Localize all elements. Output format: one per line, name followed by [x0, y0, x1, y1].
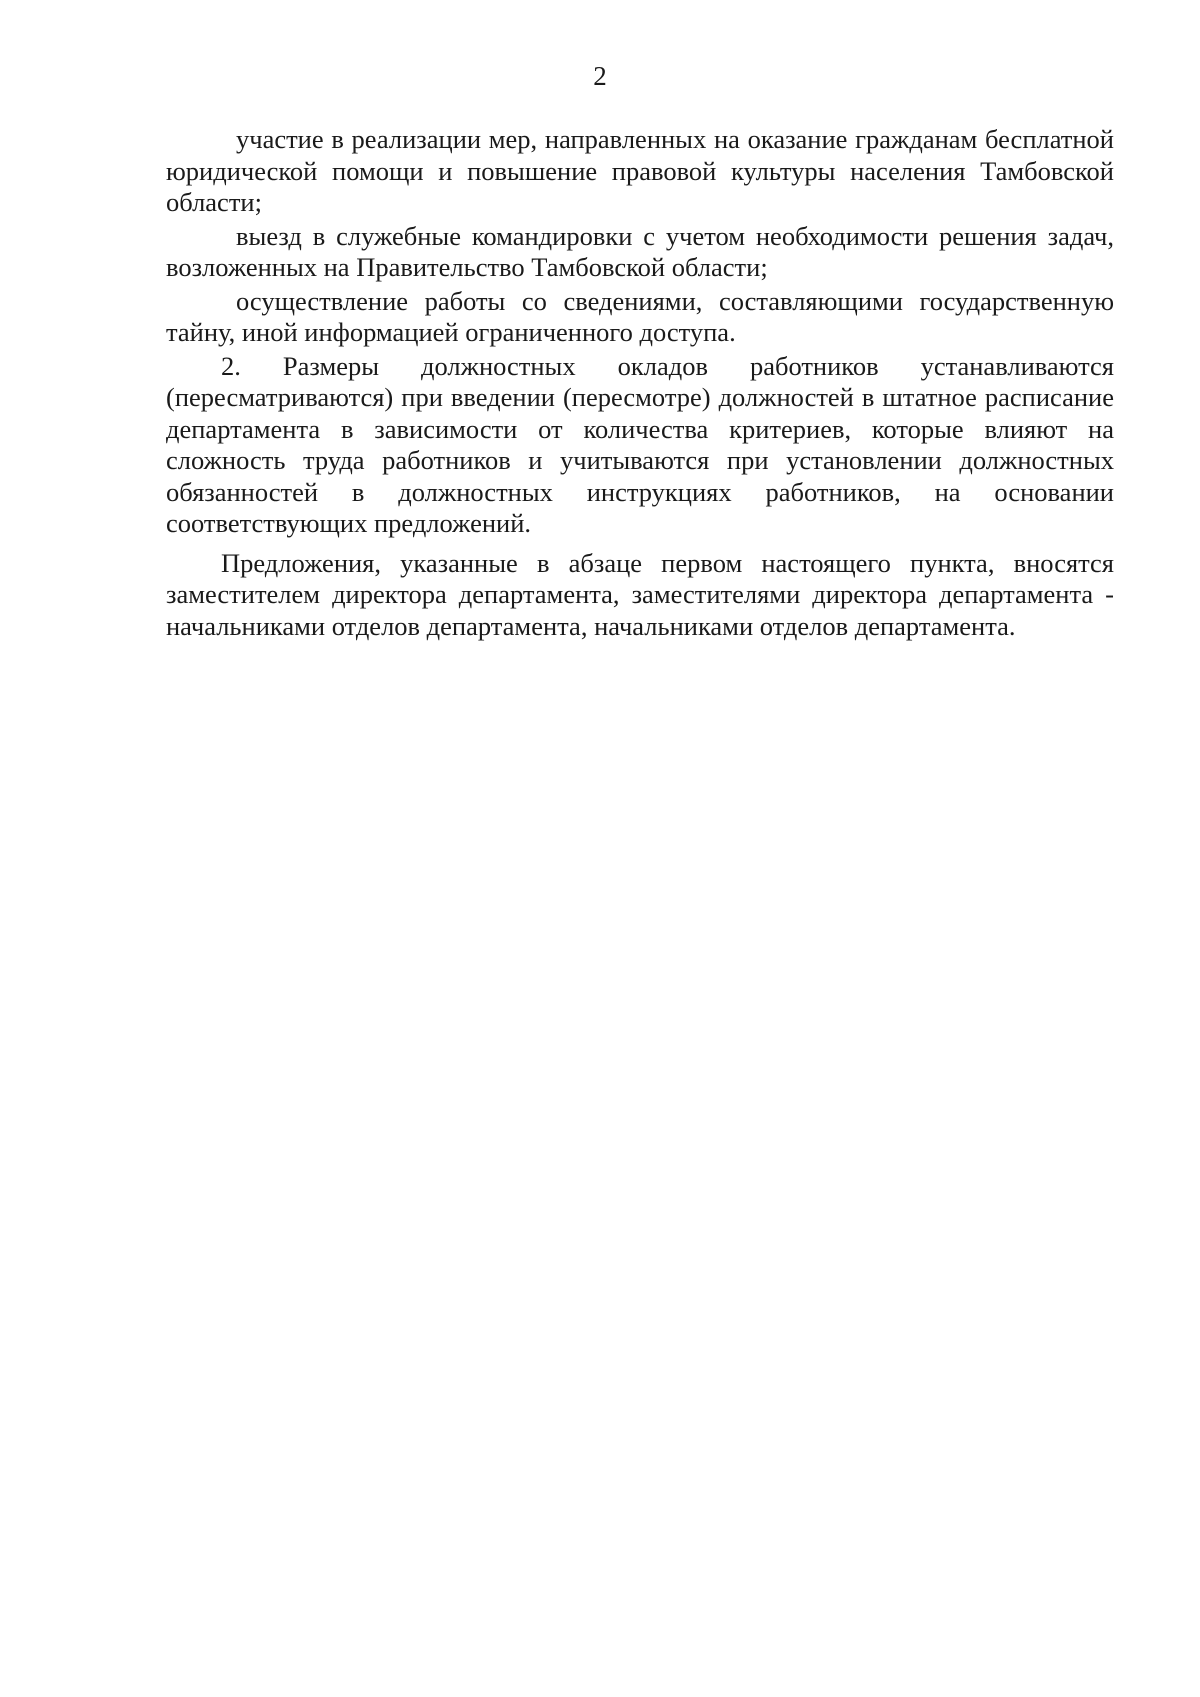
- paragraph-salary-sizes: 2. Размеры должностных окладов работников устанавливаются (пересматриваются) при введении (пересмотре) должностей в штатное расписание департамента в зависимости от количества критериев, которые влияют на сложность труда работников и учитываются при установлении должностных обязанностей в должностных инструкциях работников, на основании соответствующих предложений.: [166, 350, 1114, 538]
- paragraph-proposals: Предложения, указанные в абзаце первом настоящего пункта, вносятся заместителем директора департамента, заместителями директора департамента - начальниками отделов департамента, начальниками отделов департамента.: [166, 547, 1114, 641]
- document-body: [166, 124, 1114, 644]
- paragraph-state-secret: осуществление работы со сведениями, составляющими государственную тайну, иной информацией ограниченного доступа.: [166, 285, 1114, 347]
- paragraph-business-trips: выезд в служебные командировки с учетом необходимости решения задач, возложенных на Правительство Тамбовской области;: [166, 220, 1114, 282]
- page-number: 2: [593, 61, 607, 91]
- paragraph-legal-aid: участие в реализации мер, направленных на оказание гражданам бесплатной юридической помощи и повышение правовой культуры населения Тамбовской области;: [166, 124, 1114, 217]
